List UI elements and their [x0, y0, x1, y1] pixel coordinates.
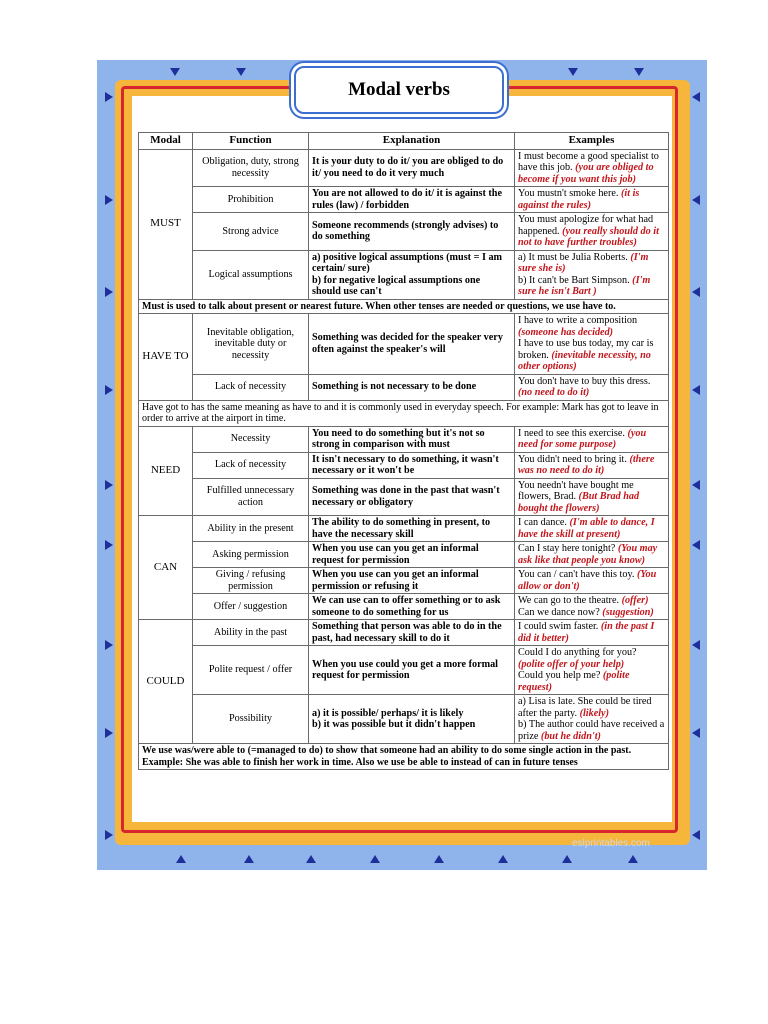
example-text: I could swim faster. [518, 621, 599, 632]
example-text: Could you help me? [518, 670, 601, 681]
table-header-row [139, 133, 669, 150]
example-note: (I'm sure she is) [518, 251, 649, 274]
function-cell: Ability in the present [193, 516, 309, 542]
example-note: (You allow or don't) [518, 569, 657, 592]
table-row [139, 620, 669, 646]
table-row [139, 452, 669, 478]
triangle-ornament-icon [692, 92, 700, 102]
explanation-b: b) for negative logical assumptions one should use can't [312, 274, 481, 297]
watermark: eslprintables.com [572, 838, 650, 849]
explanation-cell: Something was done in the past that wasn't necessary or obligatory [309, 478, 515, 516]
example-note: (you really should do it not to have further troubles) [518, 225, 659, 248]
example-cell [515, 374, 669, 400]
table-row [139, 374, 669, 400]
example-cell [515, 695, 669, 744]
function-cell: Ability in the past [193, 620, 309, 646]
triangle-ornament-icon [236, 68, 246, 76]
table-row [139, 149, 669, 187]
example-note: (you are obliged to become if you want this job) [518, 162, 654, 185]
example-text: Could I do anything for you? [518, 647, 637, 658]
example-cell [515, 250, 669, 299]
explanation-cell: When you use can you get an informal request for permission [309, 542, 515, 568]
triangle-ornament-icon [692, 830, 700, 840]
table-row [139, 568, 669, 594]
function-cell: Obligation, duty, strong necessity [193, 149, 309, 187]
example-text: You don't have to buy this dress. [518, 375, 651, 387]
table-row [139, 478, 669, 516]
example-note: (polite offer of your help) [518, 658, 625, 670]
example-text: I must become a good specialist to have this job. [518, 150, 659, 173]
example-note: (I'm able to dance, I have the skill at present) [518, 517, 655, 540]
triangle-ornament-icon [105, 640, 113, 650]
example-cell [515, 516, 669, 542]
example-note: (in the past I did it better) [518, 621, 655, 644]
example-b: b) The author could have received a prize [518, 719, 665, 742]
example-cell [515, 187, 669, 213]
explanation-a: a) positive logical assumptions (must = I am certain/ sure) [312, 251, 503, 274]
header-examples: Examples [515, 133, 669, 150]
example-cell [515, 213, 669, 251]
triangle-ornament-icon [170, 68, 180, 76]
triangle-ornament-icon [105, 385, 113, 395]
must-note: Must is used to talk about present or nearest future. When other tenses are needed or questions, we use have to. [139, 299, 669, 314]
explanation-cell [309, 695, 515, 744]
explanation-cell: When you use could you get a more formal request for permission [309, 646, 515, 695]
example-text: You needn't have bought me flowers, Brad. [518, 479, 634, 502]
page-title: Modal verbs [348, 79, 450, 100]
explanation-cell: We can use can to offer something or to ask someone to do something for us [309, 594, 515, 620]
explanation-cell: Someone recommends (strongly advises) to do something [309, 213, 515, 251]
triangle-ornament-icon [692, 728, 700, 738]
example-text: You mustn't smoke here. [518, 188, 619, 199]
table-row [139, 695, 669, 744]
triangle-ornament-icon [692, 195, 700, 205]
function-cell: Lack of necessity [193, 452, 309, 478]
example-text: You must apologize for what had happened. [518, 214, 654, 237]
header-function: Function [193, 133, 309, 150]
example-text: I have to use bus today, my car is broken. [518, 338, 654, 361]
table-row [139, 594, 669, 620]
example-note: (You may ask like that people you know) [518, 543, 658, 566]
function-cell: Fulfilled unnecessary action [193, 478, 309, 516]
title-box [294, 66, 504, 114]
function-cell: Polite request / offer [193, 646, 309, 695]
triangle-ornament-icon [105, 540, 113, 550]
modal-can: CAN [139, 516, 193, 620]
triangle-ornament-icon [176, 855, 186, 863]
triangle-ornament-icon [370, 855, 380, 863]
example-note: (polite request) [518, 670, 630, 693]
explanation-cell: The ability to do something in present, to have the necessary skill [309, 516, 515, 542]
triangle-ornament-icon [105, 480, 113, 490]
function-cell: Giving / refusing permission [193, 568, 309, 594]
example-cell [515, 620, 669, 646]
triangle-ornament-icon [692, 480, 700, 490]
table-row [139, 516, 669, 542]
example-text: I need to see this exercise. [518, 427, 625, 439]
modal-have-to: HAVE TO [139, 314, 193, 401]
triangle-ornament-icon [568, 68, 578, 76]
example-cell [515, 542, 669, 568]
example-text: Can we dance now? [518, 606, 600, 618]
table-row [139, 646, 669, 695]
table-row [139, 187, 669, 213]
explanation-cell [309, 250, 515, 299]
example-note: (I'm sure he isn't Bart ) [518, 274, 651, 297]
function-cell: Strong advice [193, 213, 309, 251]
example-cell [515, 478, 669, 516]
header-explanation: Explanation [309, 133, 515, 150]
example-text: I have to write a composition [518, 315, 638, 326]
triangle-ornament-icon [562, 855, 572, 863]
example-text: Can I stay here tonight? [518, 543, 616, 554]
example-cell [515, 452, 669, 478]
example-note: (you need for some purpose) [518, 427, 647, 450]
example-a: a) It must be Julia Roberts. [518, 251, 628, 263]
note-row [139, 400, 669, 426]
example-note: (But Brad had bought the flowers) [518, 491, 640, 514]
triangle-ornament-icon [434, 855, 444, 863]
triangle-ornament-icon [105, 92, 113, 102]
table-row [139, 314, 669, 375]
triangle-ornament-icon [628, 855, 638, 863]
function-cell: Offer / suggestion [193, 594, 309, 620]
explanation-cell: You are not allowed to do it/ it is against the rules (law) / forbidden [309, 187, 515, 213]
example-note: (it is against the rules) [518, 188, 640, 211]
modal-verbs-table [138, 132, 669, 770]
note-row [139, 744, 669, 770]
example-note: (suggestion) [602, 606, 654, 618]
example-cell [515, 568, 669, 594]
example-b: b) It can't be Bart Simpson. [518, 274, 630, 286]
example-cell [515, 314, 669, 375]
triangle-ornament-icon [306, 855, 316, 863]
explanation-cell: It isn't necessary to do something, it wasn't necessary or it won't be [309, 452, 515, 478]
function-cell: Necessity [193, 426, 309, 452]
triangle-ornament-icon [692, 540, 700, 550]
example-note: (but he didn't) [540, 730, 601, 742]
example-a: a) Lisa is late. She could be tired after the party. [518, 696, 652, 719]
example-note: (there was no need to do it) [518, 453, 655, 476]
triangle-ornament-icon [105, 287, 113, 297]
example-cell [515, 594, 669, 620]
explanation-a: a) it is possible/ perhaps/ it is likely [312, 707, 464, 719]
triangle-ornament-icon [105, 830, 113, 840]
example-cell [515, 149, 669, 187]
example-text: You didn't need to bring it. [518, 453, 627, 465]
example-text: I can dance. [518, 517, 567, 528]
function-cell: Possibility [193, 695, 309, 744]
function-cell: Lack of necessity [193, 374, 309, 400]
table-row [139, 213, 669, 251]
function-cell: Inevitable obligation, inevitable duty or necessity [193, 314, 309, 375]
modal-must: MUST [139, 149, 193, 299]
triangle-ornament-icon [105, 728, 113, 738]
have-to-note: Have got to has the same meaning as have to and it is commonly used in everyday speech. For example: Mark has got to leave in order to arrive at the airport in time. [139, 400, 669, 426]
example-note: (offer) [621, 595, 649, 606]
could-note: We use was/were able to (=managed to do) to show that someone had an ability to do some single action in the past. Example: She was able to finish her work in time. Also we use be able to instead of can in future tenses [139, 744, 669, 770]
triangle-ornament-icon [105, 195, 113, 205]
function-cell: Asking permission [193, 542, 309, 568]
example-text: You can / can't have this toy. [518, 569, 635, 580]
modal-could: COULD [139, 620, 193, 744]
modal-need: NEED [139, 426, 193, 516]
example-cell [515, 646, 669, 695]
triangle-ornament-icon [692, 640, 700, 650]
example-note: (someone has decided) [518, 326, 614, 338]
note-row [139, 299, 669, 314]
function-cell: Logical assumptions [193, 250, 309, 299]
explanation-cell: When you use can you get an informal permission or refusing it [309, 568, 515, 594]
explanation-cell: Something that person was able to do in the past, had necessary skill to do it [309, 620, 515, 646]
explanation-cell: You need to do something but it's not so strong in comparison with must [309, 426, 515, 452]
explanation-b: b) it was possible but it didn't happen [312, 719, 476, 730]
header-modal: Modal [139, 133, 193, 150]
explanation-cell: Something was decided for the speaker very often against the speaker's will [309, 314, 515, 375]
example-note: (no need to do it) [518, 387, 590, 398]
table-row [139, 426, 669, 452]
explanation-cell: Something is not necessary to be done [309, 374, 515, 400]
example-note: (likely) [579, 707, 609, 719]
explanation-cell: It is your duty to do it/ you are obliged to do it/ you need to do it very much [309, 149, 515, 187]
triangle-ornament-icon [692, 287, 700, 297]
example-cell [515, 426, 669, 452]
table-row [139, 542, 669, 568]
triangle-ornament-icon [692, 385, 700, 395]
triangle-ornament-icon [498, 855, 508, 863]
example-text: We can go to the theatre. [518, 595, 620, 606]
triangle-ornament-icon [244, 855, 254, 863]
function-cell: Prohibition [193, 187, 309, 213]
example-note: (inevitable necessity, no other options) [518, 349, 651, 372]
table-row [139, 250, 669, 299]
triangle-ornament-icon [634, 68, 644, 76]
